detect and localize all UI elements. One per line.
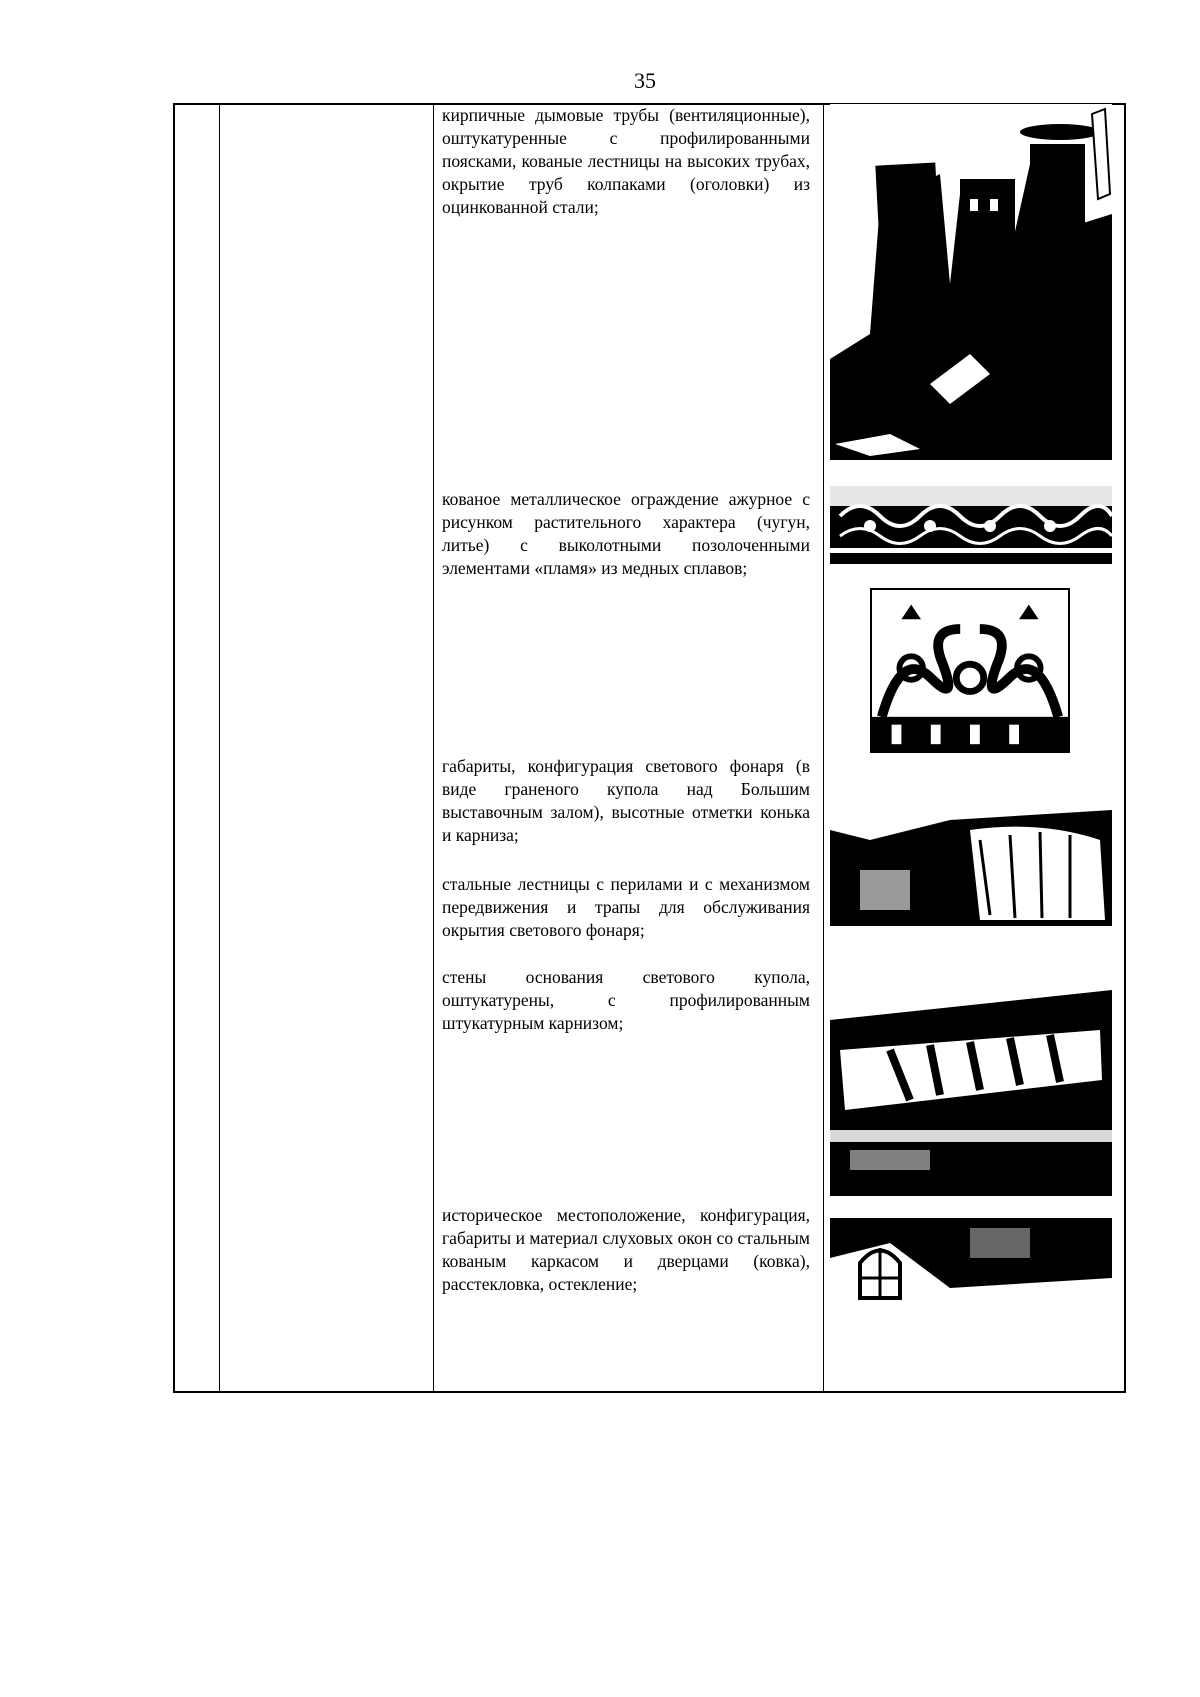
chimneys-photo <box>830 104 1112 460</box>
column-divider <box>433 105 434 1391</box>
row-text-cornice: стены основания светового купола, оштукатурены, с профилированным штукатурным карнизом; <box>442 967 810 1033</box>
fence-detail-photo <box>870 588 1070 753</box>
page-number: 35 <box>634 68 656 93</box>
row-text-fence: кованое металлическое ограждение ажурное с рисунком растительного характера (чугун, литье) с выколотными позолоченными элементами «пламя» из медных сплавов; <box>442 489 810 578</box>
column-divider <box>219 105 220 1391</box>
cornice-photo <box>830 990 1112 1196</box>
skylight-photo <box>830 800 1112 926</box>
dormer-photo <box>830 1218 1112 1322</box>
row-text-dormers: историческое местоположение, конфигурация, габариты и материал слуховых окон со стальным кованым каркасом и дверцами (ковка), расстекловка, остекление; <box>442 1205 810 1294</box>
row-text-skylight: габариты, конфигурация светового фонаря (в виде граненого купола над Большим выставочным залом), высотные отметки конька и карниза; <box>442 756 810 845</box>
fence-photo <box>830 486 1112 564</box>
column-divider <box>823 105 824 1391</box>
row-text-ladders: стальные лестницы с перилами и с механизмом передвижения и трапы для обслуживания окрытия светового фонаря; <box>442 874 810 940</box>
row-text-chimneys: кирпичные дымовые трубы (вентиляционные), оштукатуренные с профилированными поясками, кованые лестницы на высоких трубах, окрытие труб колпаками (оголовки) из оцинкованной стали; <box>442 105 810 217</box>
